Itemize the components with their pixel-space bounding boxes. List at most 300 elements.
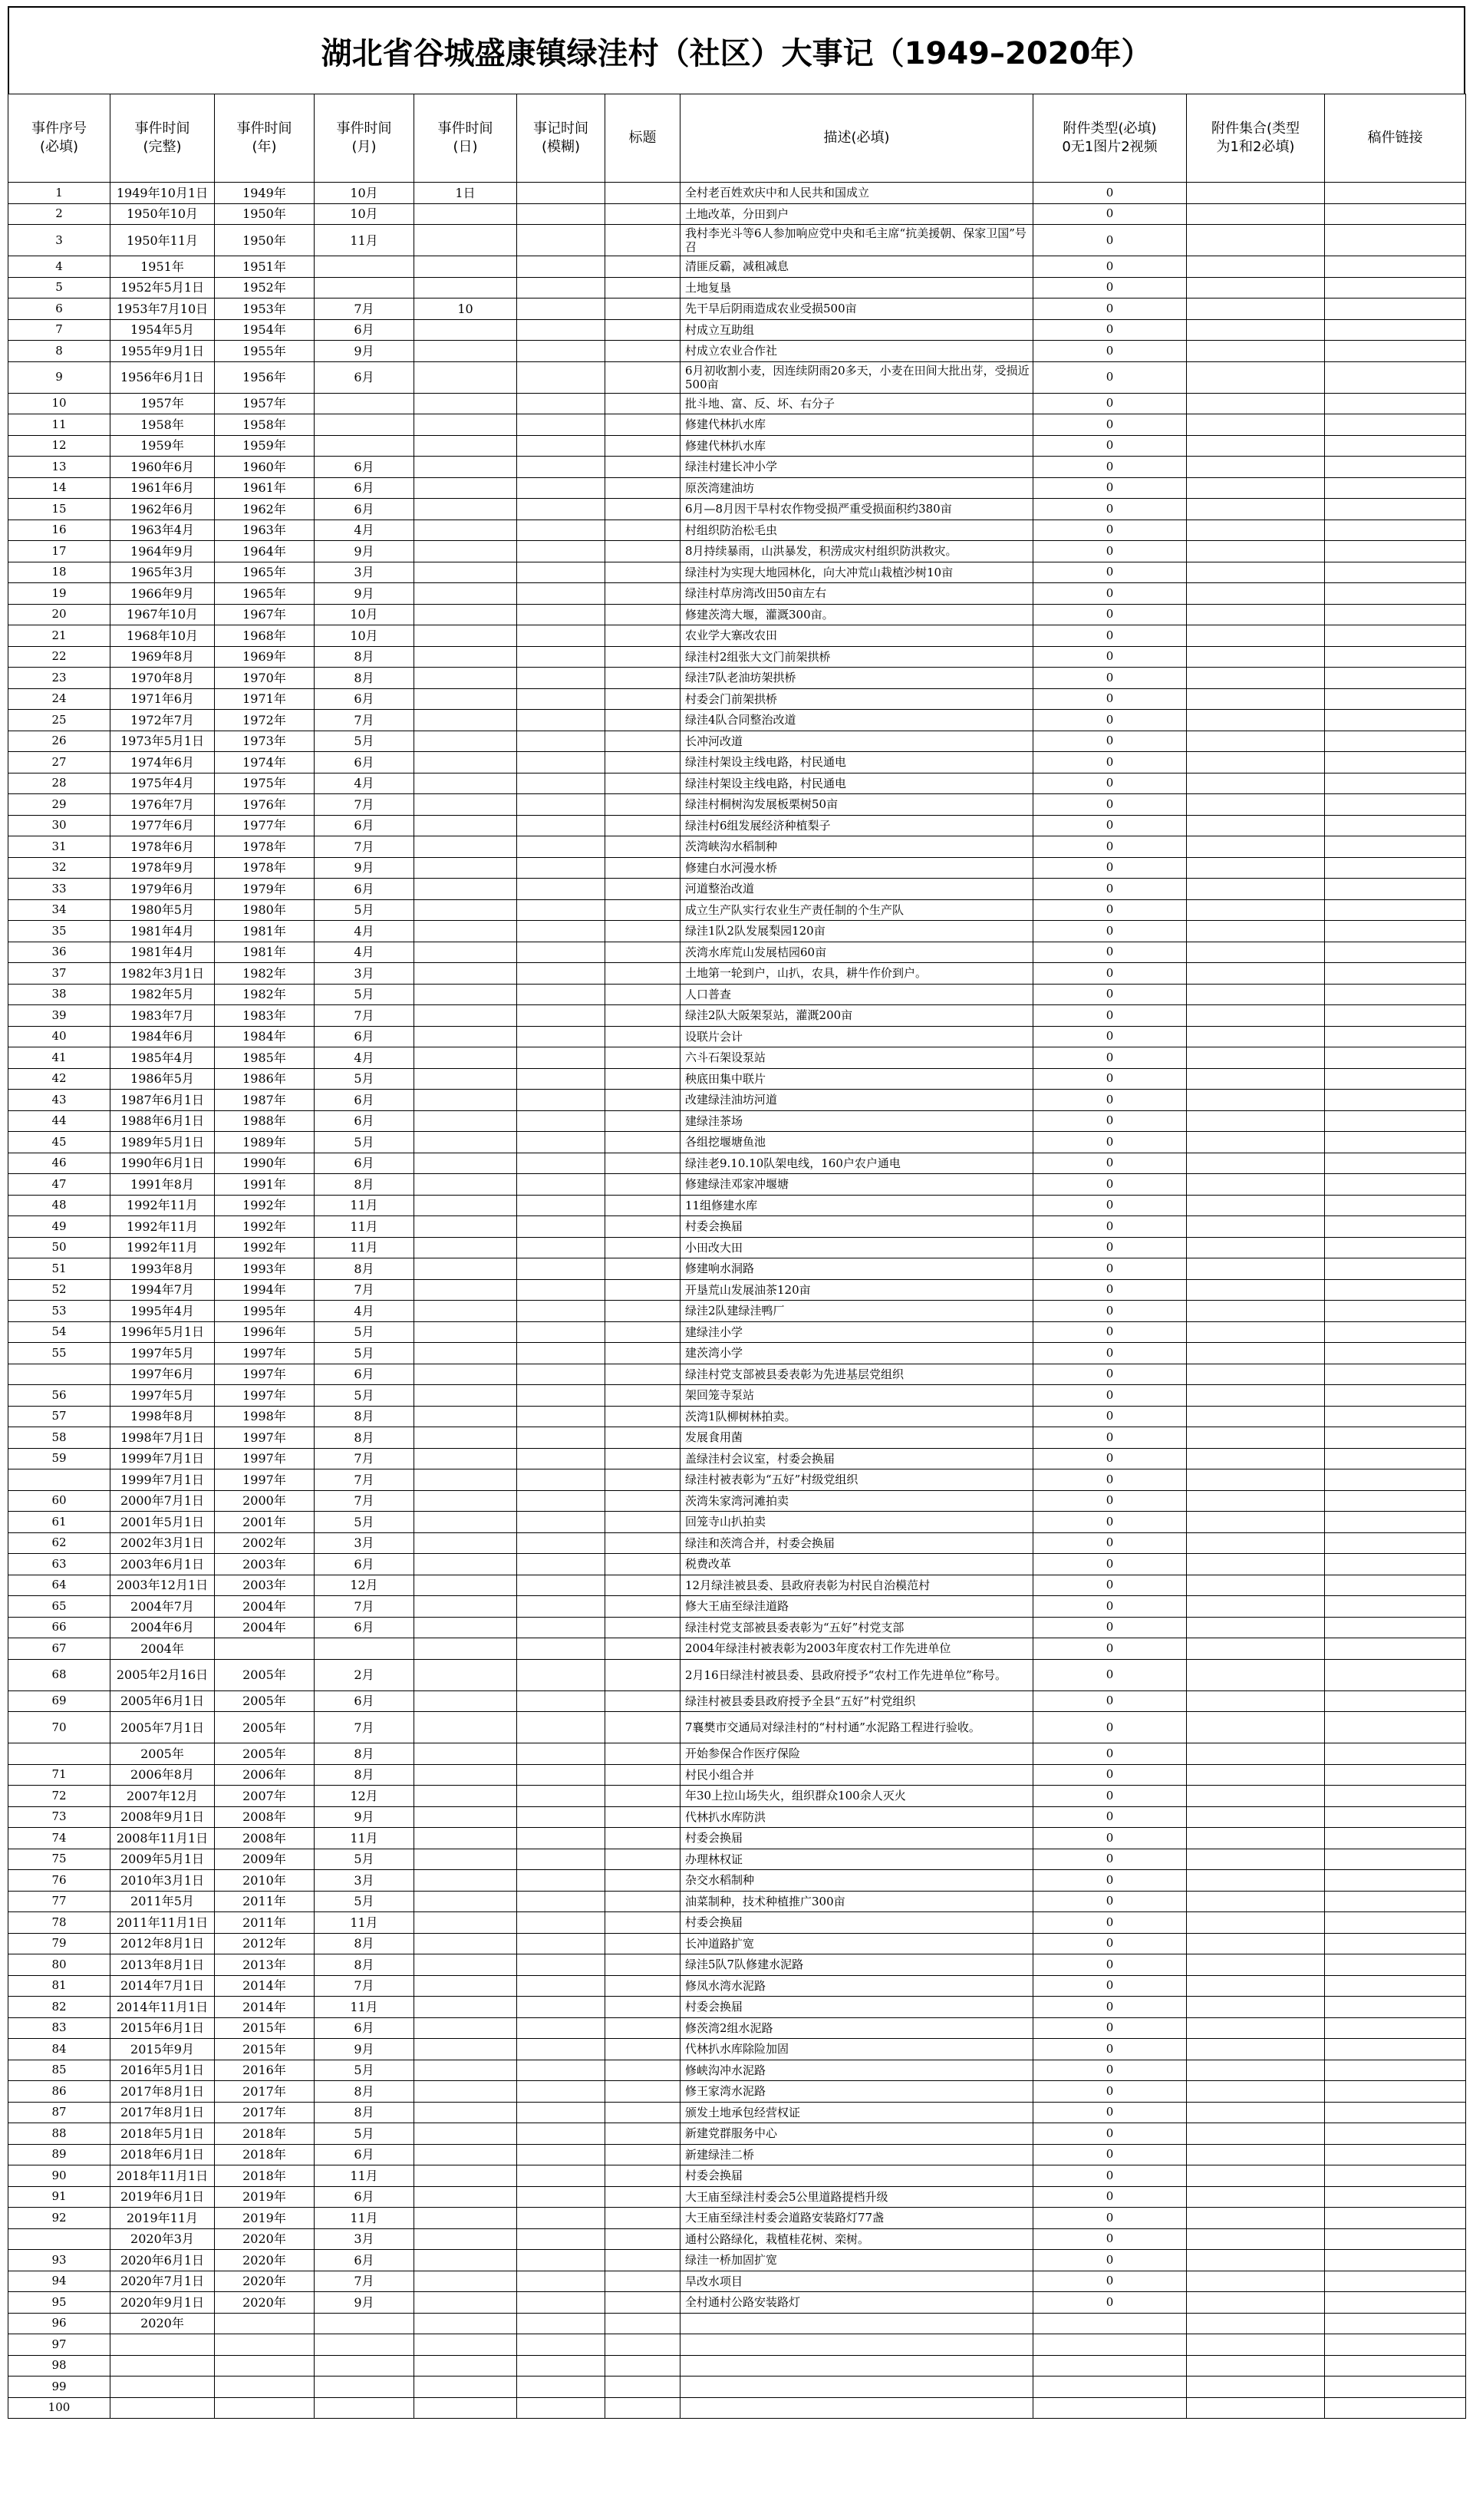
event-day-cell	[414, 2397, 517, 2419]
event-date-full-cell: 1978年6月	[110, 836, 215, 858]
event-description-cell: 修大王庙至绿洼道路	[680, 1596, 1033, 1618]
event-month-cell: 8月	[315, 2081, 414, 2103]
event-year-cell: 1977年	[215, 815, 315, 836]
attachment-type-cell: 0	[1033, 2060, 1187, 2081]
event-month-cell: 5月	[315, 2123, 414, 2145]
event-date-full-cell: 1954年5月	[110, 319, 215, 341]
attachment-set-cell	[1187, 1301, 1325, 1322]
event-date-fuzzy-cell	[517, 2165, 605, 2187]
event-title-cell	[605, 2060, 680, 2081]
event-year-cell: 1962年	[215, 499, 315, 520]
article-link-cell	[1325, 1153, 1466, 1174]
event-month-cell: 8月	[315, 1174, 414, 1196]
article-link-cell	[1325, 435, 1466, 457]
event-number-cell: 6	[8, 299, 110, 320]
table-row	[8, 1279, 1466, 1301]
event-date-full-cell: 1964年9月	[110, 541, 215, 562]
event-title-cell	[605, 1912, 680, 1934]
event-date-full-cell: 2020年	[110, 2313, 215, 2334]
attachment-type-cell	[1033, 2355, 1187, 2377]
event-year-cell: 2010年	[215, 1870, 315, 1892]
event-year-cell: 2009年	[215, 1849, 315, 1870]
event-date-full-cell: 2004年6月	[110, 1617, 215, 1638]
event-description-cell: 油菜制种，技术种植推广300亩	[680, 1891, 1033, 1912]
attachment-type-cell: 0	[1033, 1638, 1187, 1660]
article-link-cell	[1325, 1279, 1466, 1301]
event-number-cell: 25	[8, 710, 110, 731]
event-title-cell	[605, 731, 680, 752]
event-day-cell	[414, 393, 517, 414]
attachment-set-cell	[1187, 1617, 1325, 1638]
attachment-type-cell: 0	[1033, 1891, 1187, 1912]
event-date-full-cell: 1983年7月	[110, 1005, 215, 1027]
event-title-cell	[605, 963, 680, 985]
event-number-cell: 71	[8, 1764, 110, 1786]
event-day-cell	[414, 1786, 517, 1807]
attachment-type-cell: 0	[1033, 2228, 1187, 2250]
event-year-cell: 1950年	[215, 225, 315, 256]
article-link-cell	[1325, 963, 1466, 985]
event-description-cell: 2月16日绿洼村被县委、县政府授予“农村工作先进单位”称号。	[680, 1659, 1033, 1690]
event-description-cell: 绿洼老9.10.10队架电线，160户农户通电	[680, 1153, 1033, 1174]
event-title-cell	[605, 1406, 680, 1427]
event-date-fuzzy-cell	[517, 361, 605, 393]
event-date-fuzzy-cell	[517, 836, 605, 858]
event-number-cell: 76	[8, 1870, 110, 1892]
event-title-cell	[605, 1490, 680, 1512]
event-day-cell	[414, 2060, 517, 2081]
article-link-cell	[1325, 1712, 1466, 1743]
event-day-cell	[414, 1532, 517, 1554]
event-title-cell	[605, 2039, 680, 2060]
attachment-type-cell: 0	[1033, 477, 1187, 499]
table-row	[8, 2292, 1466, 2314]
attachment-set-cell	[1187, 2228, 1325, 2250]
event-date-full-cell: 1979年6月	[110, 879, 215, 900]
event-year-cell: 1989年	[215, 1132, 315, 1153]
article-link-cell	[1325, 1638, 1466, 1660]
table-row	[8, 1575, 1466, 1596]
event-day-cell	[414, 457, 517, 478]
table-row	[8, 668, 1466, 689]
attachment-type-cell: 0	[1033, 520, 1187, 541]
event-year-cell: 1996年	[215, 1321, 315, 1343]
event-date-fuzzy-cell	[517, 1258, 605, 1280]
event-description-cell: 各组挖堰塘鱼池	[680, 1132, 1033, 1153]
attachment-type-cell: 0	[1033, 815, 1187, 836]
attachment-set-cell	[1187, 361, 1325, 393]
event-month-cell: 8月	[315, 2102, 414, 2123]
event-number-cell: 86	[8, 2081, 110, 2103]
event-number-cell: 35	[8, 921, 110, 942]
table-row	[8, 2060, 1466, 2081]
event-number-cell: 73	[8, 1806, 110, 1828]
event-title-cell	[605, 299, 680, 320]
event-month-cell	[315, 2377, 414, 2398]
event-day-cell	[414, 2017, 517, 2039]
event-description-cell: 村委会换届	[680, 2165, 1033, 2187]
article-link-cell	[1325, 1343, 1466, 1364]
table-row	[8, 2250, 1466, 2271]
event-year-cell: 1959年	[215, 435, 315, 457]
event-year-cell: 1968年	[215, 625, 315, 647]
table-row	[8, 1026, 1466, 1047]
event-date-fuzzy-cell	[517, 2355, 605, 2377]
attachment-set-cell	[1187, 1891, 1325, 1912]
table-row	[8, 1406, 1466, 1427]
table-row	[8, 1047, 1466, 1069]
event-date-full-cell: 2000年7月1日	[110, 1490, 215, 1512]
event-date-full-cell: 2018年5月1日	[110, 2123, 215, 2145]
event-month-cell: 9月	[315, 2292, 414, 2314]
event-date-fuzzy-cell	[517, 921, 605, 942]
attachment-set-cell	[1187, 256, 1325, 278]
event-year-cell: 1997年	[215, 1385, 315, 1407]
article-link-cell	[1325, 583, 1466, 605]
event-date-fuzzy-cell	[517, 1174, 605, 1196]
attachment-set-cell	[1187, 1174, 1325, 1196]
attachment-type-cell: 0	[1033, 1743, 1187, 1765]
event-date-fuzzy-cell	[517, 794, 605, 816]
event-date-fuzzy-cell	[517, 583, 605, 605]
table-row	[8, 1258, 1466, 1280]
event-description-cell: 盖绿洼村会议室，村委会换届	[680, 1448, 1033, 1469]
event-day-cell	[414, 1364, 517, 1385]
article-link-cell	[1325, 1870, 1466, 1892]
event-day-cell	[414, 2081, 517, 2103]
event-date-fuzzy-cell	[517, 2144, 605, 2165]
event-date-full-cell: 1986年5月	[110, 1068, 215, 1090]
event-description-cell: 通村公路绿化，栽植桂花树、栾树。	[680, 2228, 1033, 2250]
event-month-cell: 5月	[315, 1343, 414, 1364]
attachment-set-cell	[1187, 857, 1325, 879]
event-month-cell: 11月	[315, 1912, 414, 1934]
article-link-cell	[1325, 2271, 1466, 2292]
table-row	[8, 319, 1466, 341]
attachment-set-cell	[1187, 2355, 1325, 2377]
attachment-type-cell: 0	[1033, 688, 1187, 710]
attachment-set-cell	[1187, 1153, 1325, 1174]
event-number-cell: 55	[8, 1343, 110, 1364]
article-link-cell	[1325, 1575, 1466, 1596]
attachment-type-cell: 0	[1033, 2250, 1187, 2271]
table-row	[8, 1806, 1466, 1828]
event-month-cell	[315, 2334, 414, 2356]
event-year-cell: 1984年	[215, 1026, 315, 1047]
attachment-type-cell: 0	[1033, 1954, 1187, 1976]
event-number-cell: 54	[8, 1321, 110, 1343]
event-title-cell	[605, 1385, 680, 1407]
event-description-cell: 河道整治改道	[680, 879, 1033, 900]
event-date-full-cell: 1980年5月	[110, 899, 215, 921]
event-description-cell: 村成立农业合作社	[680, 341, 1033, 362]
chronicle-table	[8, 94, 1466, 2419]
event-month-cell: 6月	[315, 477, 414, 499]
attachment-type-cell: 0	[1033, 1469, 1187, 1491]
table-row	[8, 1068, 1466, 1090]
article-link-cell	[1325, 688, 1466, 710]
event-title-cell	[605, 984, 680, 1005]
event-title-cell	[605, 2355, 680, 2377]
event-date-fuzzy-cell	[517, 2102, 605, 2123]
event-description-cell: 农业学大寨改农田	[680, 625, 1033, 647]
event-title-cell	[605, 2102, 680, 2123]
attachment-type-cell: 0	[1033, 1343, 1187, 1364]
table-row	[8, 752, 1466, 773]
attachment-type-cell: 0	[1033, 1575, 1187, 1596]
attachment-set-cell	[1187, 1975, 1325, 1997]
event-day-cell	[414, 731, 517, 752]
event-month-cell: 5月	[315, 1321, 414, 1343]
event-title-cell	[605, 1258, 680, 1280]
event-date-fuzzy-cell	[517, 435, 605, 457]
event-month-cell	[315, 2397, 414, 2419]
event-day-cell	[414, 2186, 517, 2208]
article-link-cell	[1325, 1512, 1466, 1533]
event-title-cell	[605, 646, 680, 668]
event-day-cell	[414, 1828, 517, 1849]
event-number-cell: 18	[8, 562, 110, 583]
attachment-type-cell: 0	[1033, 1975, 1187, 1997]
event-day-cell	[414, 1617, 517, 1638]
article-link-cell	[1325, 731, 1466, 752]
table-row	[8, 1385, 1466, 1407]
event-number-cell: 37	[8, 963, 110, 985]
event-day-cell	[414, 1954, 517, 1976]
event-number-cell: 33	[8, 879, 110, 900]
attachment-type-cell: 0	[1033, 225, 1187, 256]
article-link-cell	[1325, 836, 1466, 858]
event-date-full-cell: 1957年	[110, 393, 215, 414]
article-link-cell	[1325, 2186, 1466, 2208]
article-link-cell	[1325, 668, 1466, 689]
attachment-type-cell: 0	[1033, 1132, 1187, 1153]
event-date-fuzzy-cell	[517, 731, 605, 752]
event-year-cell	[215, 2355, 315, 2377]
event-date-full-cell: 1965年3月	[110, 562, 215, 583]
attachment-set-cell	[1187, 1047, 1325, 1069]
event-description-cell: 长冲道路扩宽	[680, 1933, 1033, 1954]
attachment-type-cell: 0	[1033, 646, 1187, 668]
event-date-full-cell: 2020年3月	[110, 2228, 215, 2250]
event-description-cell: 土地复垦	[680, 277, 1033, 299]
event-day-cell	[414, 1912, 517, 1934]
event-month-cell: 6月	[315, 2186, 414, 2208]
event-title-cell	[605, 1301, 680, 1322]
table-row	[8, 1321, 1466, 1343]
table-row	[8, 2313, 1466, 2334]
event-month-cell: 9月	[315, 341, 414, 362]
event-description-cell: 先干旱后阴雨造成农业受损500亩	[680, 299, 1033, 320]
attachment-type-cell: 0	[1033, 731, 1187, 752]
table-row	[8, 1743, 1466, 1765]
attachment-set-cell	[1187, 1786, 1325, 1807]
event-day-cell	[414, 319, 517, 341]
event-title-cell	[605, 1554, 680, 1575]
table-row	[8, 2017, 1466, 2039]
event-number-cell: 49	[8, 1216, 110, 1238]
event-description-cell	[680, 2397, 1033, 2419]
event-day-cell	[414, 1659, 517, 1690]
event-date-full-cell: 1973年5月1日	[110, 731, 215, 752]
event-year-cell: 1965年	[215, 583, 315, 605]
article-link-cell	[1325, 1743, 1466, 1765]
event-description-cell: 绿洼和茨湾合并，村委会换届	[680, 1532, 1033, 1554]
event-title-cell	[605, 1132, 680, 1153]
event-number-cell: 93	[8, 2250, 110, 2271]
attachment-set-cell	[1187, 1427, 1325, 1449]
event-month-cell: 6月	[315, 1554, 414, 1575]
event-day-cell	[414, 1448, 517, 1469]
event-description-cell: 秧底田集中联片	[680, 1068, 1033, 1090]
event-date-fuzzy-cell	[517, 2313, 605, 2334]
attachment-set-cell	[1187, 1026, 1325, 1047]
event-description-cell: 绿洼村2组张大文门前架拱桥	[680, 646, 1033, 668]
event-month-cell: 6月	[315, 499, 414, 520]
attachment-type-cell: 0	[1033, 2081, 1187, 2103]
event-month-cell	[315, 414, 414, 436]
event-title-cell	[605, 319, 680, 341]
event-day-cell	[414, 341, 517, 362]
event-day-cell	[414, 2334, 517, 2356]
event-description-cell: 代林扒水库除险加固	[680, 2039, 1033, 2060]
event-date-full-cell: 2018年6月1日	[110, 2144, 215, 2165]
table-row	[8, 815, 1466, 836]
event-year-cell: 1994年	[215, 1279, 315, 1301]
event-month-cell: 7月	[315, 1279, 414, 1301]
event-date-full-cell: 2017年8月1日	[110, 2102, 215, 2123]
attachment-type-cell: 0	[1033, 1690, 1187, 1712]
article-link-cell	[1325, 1026, 1466, 1047]
event-number-cell: 24	[8, 688, 110, 710]
table-row	[8, 1554, 1466, 1575]
table-row	[8, 2123, 1466, 2145]
event-number-cell: 16	[8, 520, 110, 541]
attachment-type-cell: 0	[1033, 710, 1187, 731]
event-day-cell	[414, 1891, 517, 1912]
article-link-cell	[1325, 2377, 1466, 2398]
attachment-set-cell	[1187, 921, 1325, 942]
article-link-cell	[1325, 1216, 1466, 1238]
event-date-full-cell: 2017年8月1日	[110, 2081, 215, 2103]
table-row	[8, 477, 1466, 499]
attachment-set-cell	[1187, 1321, 1325, 1343]
event-date-full-cell: 1987年6月1日	[110, 1090, 215, 1111]
attachment-set-cell	[1187, 1806, 1325, 1828]
event-number-cell: 17	[8, 541, 110, 562]
event-day-cell	[414, 2228, 517, 2250]
event-date-fuzzy-cell	[517, 541, 605, 562]
event-description-cell: 修凤水湾水泥路	[680, 1975, 1033, 1997]
table-row	[8, 2039, 1466, 2060]
event-title-cell	[605, 1659, 680, 1690]
table-row	[8, 2377, 1466, 2398]
table-row	[8, 2355, 1466, 2377]
event-description-cell: 绿洼2队建绿洼鸭厂	[680, 1301, 1033, 1322]
event-description-cell: 绿洼村草房湾改田50亩左右	[680, 583, 1033, 605]
event-year-cell: 2014年	[215, 1975, 315, 1997]
event-title-cell	[605, 1005, 680, 1027]
article-link-cell	[1325, 1195, 1466, 1216]
event-day-cell	[414, 1301, 517, 1322]
event-year-cell: 2017年	[215, 2102, 315, 2123]
event-number-cell: 42	[8, 1068, 110, 1090]
attachment-set-cell	[1187, 1870, 1325, 1892]
event-date-full-cell: 1998年8月	[110, 1406, 215, 1427]
event-number-cell: 9	[8, 361, 110, 393]
event-date-full-cell: 2020年9月1日	[110, 2292, 215, 2314]
attachment-type-cell: 0	[1033, 1617, 1187, 1638]
event-day-cell	[414, 857, 517, 879]
table-row	[8, 857, 1466, 879]
event-day-cell	[414, 203, 517, 225]
event-title-cell	[605, 2334, 680, 2356]
event-year-cell: 2013年	[215, 1954, 315, 1976]
event-title-cell	[605, 1153, 680, 1174]
event-number-cell: 82	[8, 1997, 110, 2018]
event-day-cell	[414, 752, 517, 773]
event-number-cell: 59	[8, 1448, 110, 1469]
event-title-cell	[605, 1469, 680, 1491]
table-row	[8, 710, 1466, 731]
event-year-cell: 1978年	[215, 836, 315, 858]
event-day-cell	[414, 1005, 517, 1027]
attachment-set-cell	[1187, 1532, 1325, 1554]
event-number-cell: 97	[8, 2334, 110, 2356]
attachment-set-cell	[1187, 2165, 1325, 2187]
event-title-cell	[605, 1891, 680, 1912]
article-link-cell	[1325, 1532, 1466, 1554]
event-year-cell: 2006年	[215, 1764, 315, 1786]
event-date-fuzzy-cell	[517, 1828, 605, 1849]
event-year-cell: 1997年	[215, 1469, 315, 1491]
article-link-cell	[1325, 1005, 1466, 1027]
event-month-cell: 7月	[315, 1469, 414, 1491]
event-day-cell	[414, 562, 517, 583]
event-date-full-cell: 2002年3月1日	[110, 1532, 215, 1554]
event-month-cell: 5月	[315, 731, 414, 752]
table-row	[8, 773, 1466, 794]
table-row	[8, 520, 1466, 541]
event-title-cell	[605, 1828, 680, 1849]
event-month-cell: 8月	[315, 1258, 414, 1280]
event-month-cell: 4月	[315, 773, 414, 794]
event-title-cell	[605, 668, 680, 689]
attachment-set-cell	[1187, 2292, 1325, 2314]
attachment-type-cell: 0	[1033, 1005, 1187, 1027]
event-month-cell: 11月	[315, 1237, 414, 1258]
event-date-full-cell: 1993年8月	[110, 1258, 215, 1280]
event-year-cell: 1995年	[215, 1301, 315, 1322]
event-number-cell: 62	[8, 1532, 110, 1554]
event-date-full-cell: 1991年8月	[110, 1174, 215, 1196]
event-number-cell: 11	[8, 414, 110, 436]
event-description-cell: 年30上拉山场失火，组织群众100余人灭火	[680, 1786, 1033, 1807]
event-year-cell: 1997年	[215, 1343, 315, 1364]
sheet-title: 湖北省谷城盛康镇绿洼村（社区）大事记（1949–2020年）	[8, 6, 1465, 94]
event-title-cell	[605, 1743, 680, 1765]
event-month-cell: 7月	[315, 299, 414, 320]
attachment-set-cell	[1187, 414, 1325, 436]
article-link-cell	[1325, 1364, 1466, 1385]
article-link-cell	[1325, 1258, 1466, 1280]
event-month-cell: 10月	[315, 604, 414, 625]
event-day-cell	[414, 1258, 517, 1280]
attachment-set-cell	[1187, 583, 1325, 605]
event-date-fuzzy-cell	[517, 203, 605, 225]
table-row	[8, 984, 1466, 1005]
attachment-set-cell	[1187, 1110, 1325, 1132]
